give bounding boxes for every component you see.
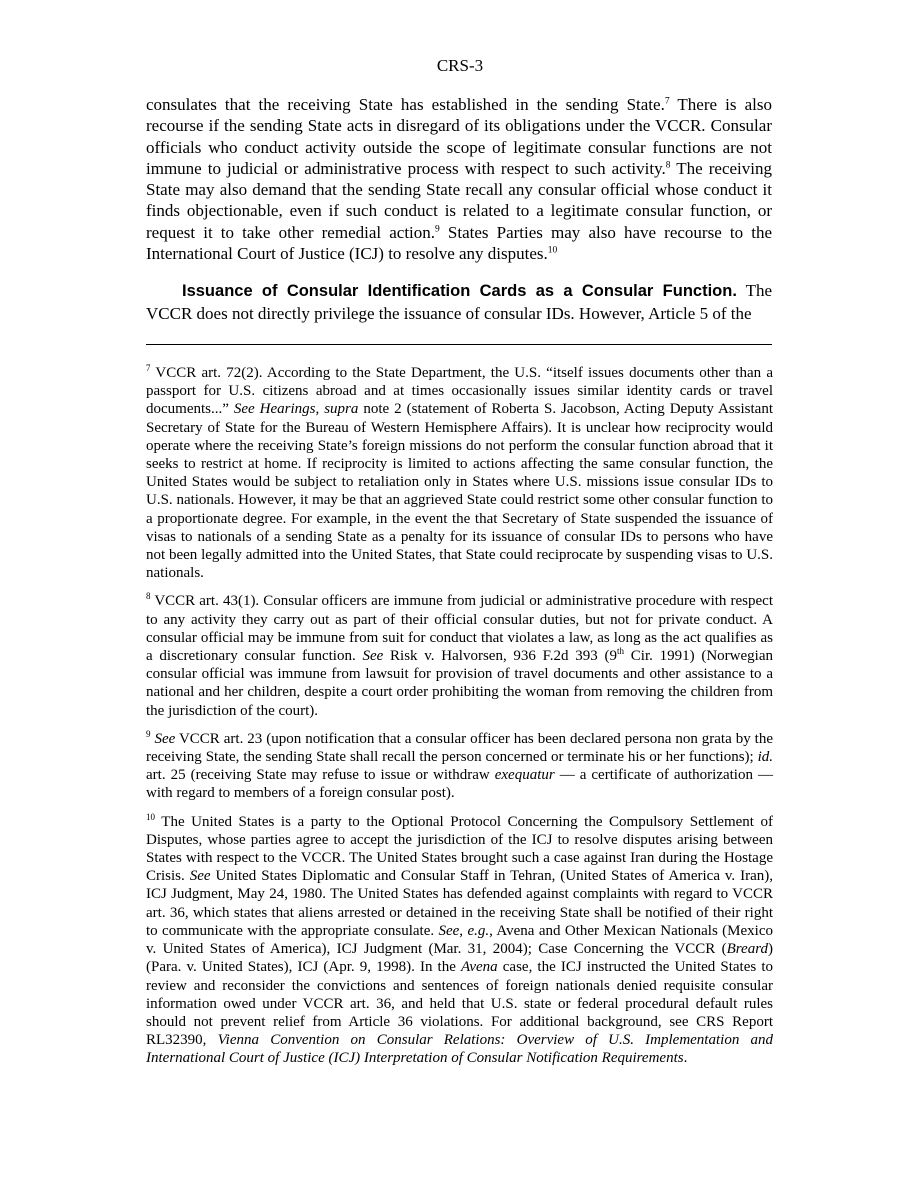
footnote-italic: See Hearings [233, 401, 316, 418]
body-paragraph-2 [146, 280, 772, 324]
page-number-header: CRS-3 [436, 56, 484, 75]
footnote-italic: Avena [461, 959, 498, 976]
footnotes-section [146, 364, 773, 1078]
footnote-italic: See [150, 730, 176, 747]
footnote-text: ) (Para. v. United States), ICJ (Apr. 9, 1998). In the [146, 941, 773, 976]
section-run-in-heading: Issuance of Consular Identification Cards as a Consular Function. [182, 282, 737, 301]
footnote-text: VCCR art. 72(2). According to the State Department, the U.S. “itself issues documents other than a passport for U.S. citizens abroad and at times occasionally issues similar identity cards or travel documents...” [146, 365, 773, 418]
footnote-ref-9[interactable]: 9 [435, 224, 440, 235]
footnote-text: . [683, 1050, 688, 1067]
footnote-text: note 2 (statement of Roberta S. Jacobson, Acting Deputy Assistant Secretary of State for the Bureau of Western Hemisphere Affairs). It is unclear how reciprocity would operate where the receiving State’s foreign missions do not perform the consular function abroad that it seeks to restrict at home. If reciprocity is limited to actions affecting the same consular function, the United States would be subject to retaliation only in States where U.S. missions issue consular IDs to U.S. nationals. However, it may be that an aggrieved State could restrict some other consular function to a proportionate degree. For example, in the event the that Secretary of State suspended the issuance of visas to nationals of a sending State as a penalty for its issuance of consular IDs to persons who have not been legally admitted into the United States, that State could reciprocate by suspending visas to U.S. nationals. [146, 401, 774, 582]
footnote-italic: id. [757, 749, 773, 766]
footnote-8 [146, 592, 773, 719]
footnote-text: case, the ICJ instructed the United States to review and reconsider the convictions and sentences of foreign nationals denied requisite consular information owed under VCCR art. 36, and held that U.S. state or federal procedural default rules should not prevent relief from Article 36 violations. For additional background, see CRS Report RL32390, [146, 959, 773, 1049]
footnote-text: The United States is a party to the Optional Protocol Concerning the Compulsory Settlement of Disputes, whose parties agree to accept the jurisdiction of the ICJ to resolve disputes arising between States with respect to the VCCR. The United States brought such a case against Iran during the Hostage Crisis. [146, 813, 773, 885]
paragraph-text: The receiving State may also demand that the sending State recall any consular official whose conduct it finds objectionable, even if such conduct is related to a legitimate consular function, or request it to take other remedial action. [146, 158, 772, 242]
footnote-italic: supra [324, 401, 359, 418]
paragraph-text: States Parties may also have recourse to the International Court of Justice (ICJ) to resolve any disputes. [146, 222, 772, 264]
paragraph-text: There is also recourse if the sending State acts in disregard of its obligations under the VCCR. Consular officials who conduct activity outside the scope of legitimate consular functions are not immune to judicial or administrative process with respect to such activity. [146, 95, 772, 178]
footnote-italic: exequatur [494, 767, 555, 784]
body-paragraph-1 [146, 94, 772, 264]
footnote-number: 9 [146, 728, 151, 739]
footnote-9 [146, 730, 773, 803]
footnote-text: Cir. 1991) (Norwegian consular official was immune from lawsuit for provision of travel documents and other assistance to a national and her children, despite a court order prohibiting the woman from removing the children from the jurisdiction of the court). [146, 648, 773, 719]
footnote-text: art. 25 (receiving State may refuse to issue or withdraw [146, 767, 495, 784]
footnote-italic: See, e.g., [438, 922, 493, 939]
footnote-ref-8[interactable]: 8 [665, 160, 671, 171]
paragraph-text: consulates that the receiving State has established in the sending State. [146, 95, 665, 114]
footnote-italic: Breard [726, 941, 768, 958]
footnote-separator-rule [146, 344, 772, 345]
footnote-ref-7[interactable]: 7 [664, 96, 670, 107]
footnote-7 [146, 364, 773, 582]
footnote-text: Risk v. Halvorsen, 936 F.2d 393 (9 [383, 648, 618, 665]
footnote-text: Avena and Other Mexican Nationals (Mexico v. United States of America), ICJ Judgment (Mar. 31, 2004); Case Concerning the VCCR ( [146, 922, 773, 958]
footnote-number: 8 [146, 591, 151, 602]
footnote-text: VCCR art. 23 (upon notification that a consular officer has been declared persona non grata by the receiving State, the sending State shall recall the person concerned or terminate his or her functions); [146, 730, 773, 766]
footnote-italic: Vienna Convention on Consular Relations: Overview of U.S. Implementation and International Court of Justice (ICJ) Interpretation of Consular Notification Requirements [146, 1032, 774, 1067]
footnote-italic: See [189, 868, 211, 885]
paragraph-text: The VCCR does not directly privilege the issuance of consular IDs. However, Article 5 of the [146, 281, 773, 323]
footnote-text: , [315, 401, 325, 418]
footnote-ref-10[interactable]: 10 [547, 245, 558, 256]
footnote-italic: See [362, 648, 384, 665]
footnote-text: — a certificate of authorization — with regard to members of a foreign consular post). [146, 767, 773, 802]
footnote-text: United States Diplomatic and Consular Staff in Tehran, (United States of America v. Iran), ICJ Judgment, May 24, 1980. The United States has defended against complaints with regard to VCCR art. 36, which states that aliens arrested or detained in the receiving State shall be notified of their right to communicate with the appropriate consulate. [146, 868, 773, 939]
footnote-text: VCCR art. 43(1). Consular officers are immune from judicial or administrative procedure with respect to any activity they carry out as part of their official consular duties, but not for private conduct. A consular official may be immune from suit for conduct that violates a law, as long as the act qualifies as a discretionary consular function. [146, 593, 773, 665]
body-text [146, 94, 772, 324]
footnote-number: 7 [146, 363, 151, 373]
footnote-10 [146, 813, 773, 1068]
ordinal-suffix: th [617, 646, 625, 657]
footnote-number: 10 [146, 811, 155, 822]
